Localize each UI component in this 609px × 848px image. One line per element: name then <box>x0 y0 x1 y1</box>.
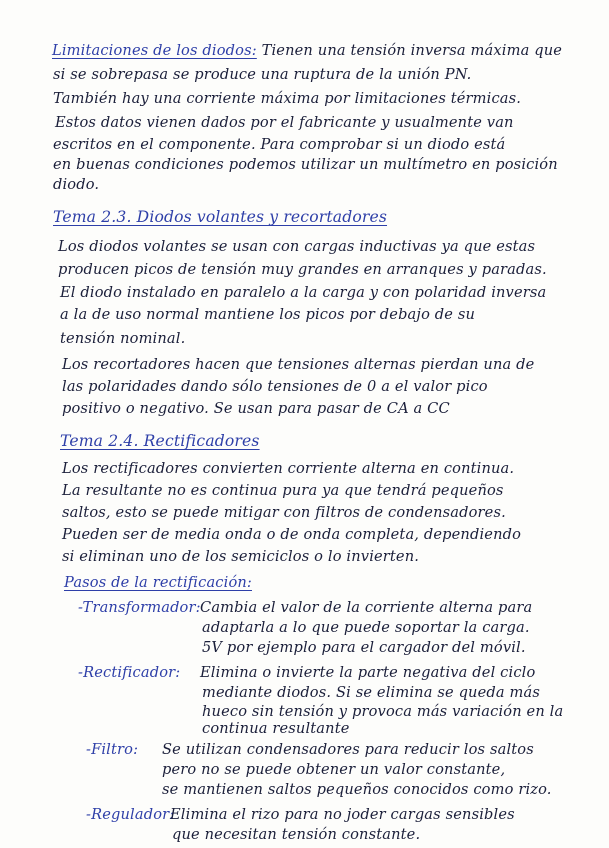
transformador-line: 5V por ejemplo para el cargador del móvil. <box>202 639 526 656</box>
transformador-text: Cambia el valor de la corriente alterna para <box>200 599 533 616</box>
tema-2-3-line: Los recortadores hacen que tensiones alternas pierdan una de <box>62 356 535 373</box>
tema-2-3-title: Tema 2.3. Diodos volantes y recortadores <box>53 208 388 226</box>
tema-2-3-line: las polaridades dando sólo tensiones de 0 a el valor pico <box>62 378 488 395</box>
tema-2-3-line: producen picos de tensión muy grandes en arranques y paradas. <box>58 261 547 278</box>
rectificador-label: -Rectificador: <box>78 664 181 681</box>
rectificador-line: continua resultante <box>202 720 350 737</box>
filtro-line: pero no se puede obtener un valor constante, <box>162 761 506 778</box>
tema-2-4-line: Pueden ser de media onda o de onda completa, dependiendo <box>62 526 522 543</box>
regulador-text: Elimina el rizo para no joder cargas sensibles <box>170 806 515 823</box>
transformador-label: -Transformador: <box>78 599 201 616</box>
regulador-label: -Regulador: <box>86 806 175 823</box>
limitaciones-line-1 <box>52 42 563 60</box>
limitaciones-line: escritos en el componente. Para comprobar si un diodo está <box>53 136 506 153</box>
regulador-line-1 <box>86 806 515 824</box>
tema-2-3-line: tensión nominal. <box>60 330 186 347</box>
tema-2-4-line: Los rectificadores convierten corriente alterna en continua. <box>62 460 515 477</box>
tema-2-3-line: positivo o negativo. Se usan para pasar de CA a CC <box>62 400 450 417</box>
tema-2-4-title: Tema 2.4. Rectificadores <box>60 432 260 450</box>
pasos-title: Pasos de la rectificación: <box>64 574 252 591</box>
tema-2-4-line: si eliminan uno de los semiciclos o lo invierten. <box>62 548 420 565</box>
filtro-label: -Filtro: <box>86 741 139 758</box>
limitaciones-line: También hay una corriente máxima por limitaciones térmicas. <box>53 90 522 107</box>
limitaciones-text: Tienen una tensión inversa máxima que <box>261 42 563 59</box>
rectificador-line-1 <box>78 664 535 682</box>
tema-2-4-line: saltos, esto se puede mitigar con filtros de condensadores. <box>62 504 506 521</box>
filtro-line-1 <box>86 741 534 759</box>
transformador-line-1 <box>78 599 532 617</box>
filtro-line: se mantienen saltos pequeños conocidos como rizo. <box>162 781 552 798</box>
rectificador-text: Elimina o invierte la parte negativa del ciclo <box>200 664 536 681</box>
tema-2-3-line: Los diodos volantes se usan con cargas inductivas ya que estas <box>58 238 536 255</box>
filtro-text: Se utilizan condensadores para reducir los saltos <box>162 741 534 758</box>
limitaciones-line: si se sobrepasa se produce una ruptura de la unión PN. <box>53 66 472 83</box>
tema-2-3-line: a la de uso normal mantiene los picos por debajo de su <box>60 306 476 323</box>
rectificador-line: mediante diodos. Si se elimina se queda más <box>202 684 541 701</box>
limitaciones-line: Estos datos vienen dados por el fabricante y usualmente van <box>55 114 514 131</box>
limitaciones-line: en buenas condiciones podemos utilizar un multímetro en posición <box>53 156 558 173</box>
tema-2-4-line: La resultante no es continua pura ya que tendrá pequeños <box>62 482 504 499</box>
rectificador-line: hueco sin tensión y provoca más variación en la <box>202 703 564 720</box>
regulador-line: que necesitan tensión constante. <box>172 826 421 843</box>
limitaciones-line: diodo. <box>53 176 100 193</box>
transformador-line: adaptarla a lo que puede soportar la carga. <box>202 619 530 636</box>
tema-2-3-line: El diodo instalado en paralelo a la carga y con polaridad inversa <box>60 284 547 301</box>
limitaciones-label: Limitaciones de los diodos: <box>52 42 257 59</box>
